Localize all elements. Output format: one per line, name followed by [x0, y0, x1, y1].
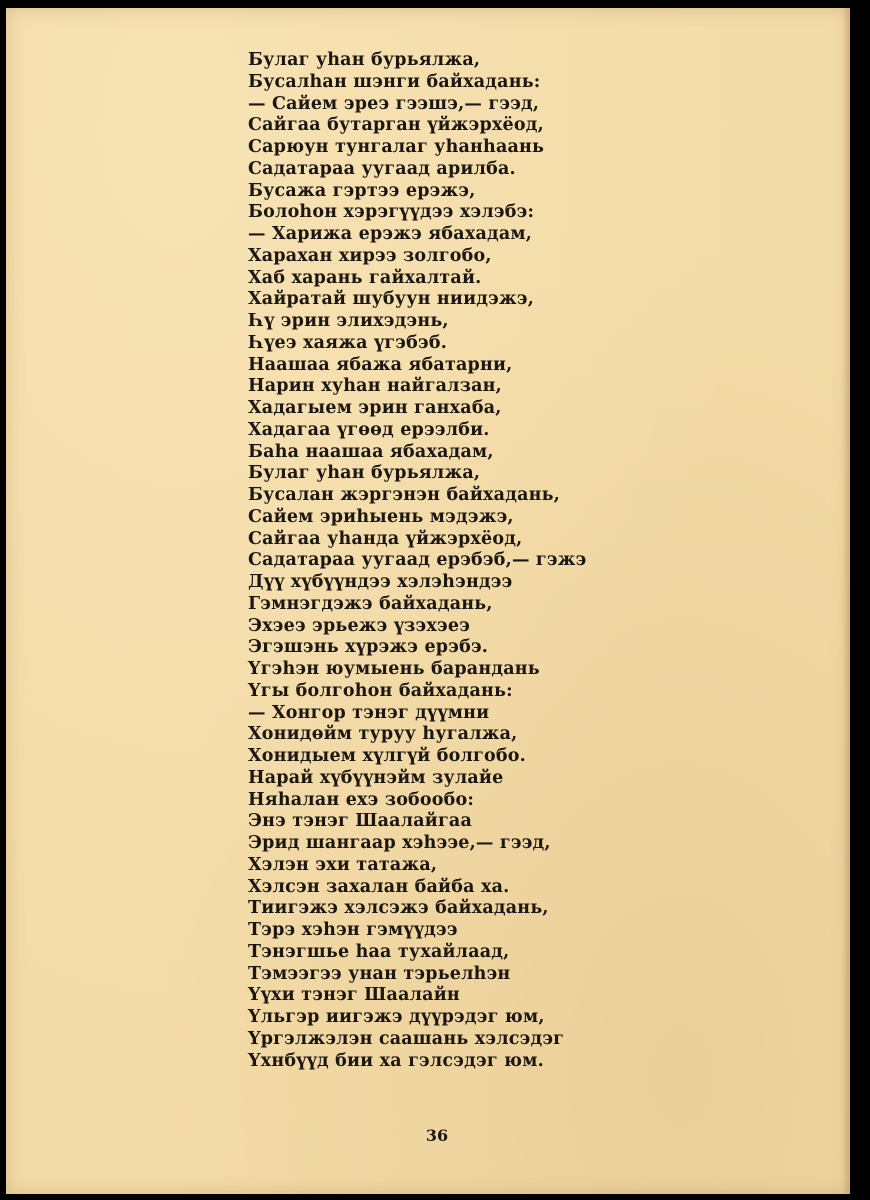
poem-line: Нарай хүбүүнэйм зулайе [248, 767, 504, 788]
poem-line: Үльгэр иигэжэ дүүрэдэг юм, [248, 1007, 545, 1027]
poem-line: Болоһон хэрэгүүдээ хэлэбэ: [248, 202, 535, 223]
poem-line: — Хонгор тэнэг дүүмни [248, 702, 490, 723]
poem-line: Үгэһэн юумыень барандань [248, 659, 540, 679]
poem-line: Үргэлжэлэн саашань хэлсэдэг [248, 1028, 565, 1049]
poem-line: Эгэшэнь хүрэжэ ерэбэ. [248, 637, 489, 658]
poem-line: — Харижа ерэжэ ябахадам, [248, 224, 533, 244]
poem-line: Садатараа уугаад арилба. [248, 158, 516, 179]
poem-line: Бусалан жэргэнэн байхадань, [248, 485, 560, 505]
poem-line: Булаг уһан бурьялжа, [248, 463, 481, 484]
poem-line: Хэлсэн захалан байба ха. [248, 876, 510, 897]
poem-line: Дүү хүбүүндээ хэлэһэндээ [248, 572, 513, 592]
poem-text [248, 50, 768, 1072]
poem-line: Тиигэжэ хэлсэжэ байхадань, [248, 898, 549, 919]
book-page [6, 8, 850, 1194]
poem-line: Хаб харань гайхалтай. [248, 267, 482, 288]
page-number: 36 [425, 1126, 449, 1145]
poem-line: Хэлэн эхи татажа, [248, 854, 438, 875]
page-edge-shadow [842, 8, 850, 1194]
poem-line: Хайратай шубуун ниидэжэ, [248, 289, 535, 310]
poem-line: Няһалан ехэ зобообо: [248, 789, 475, 810]
poem-line: Хадагаа үгөөд ерээлби. [248, 419, 490, 440]
poem-line: Харахан хирээ золгобо, [248, 245, 492, 266]
poem-line: Һү эрин элихэдэнь, [248, 311, 449, 331]
poem-line: Наашаа ябажа ябатарни, [248, 354, 513, 375]
poem-line: Бусажа гэртээ ерэжэ, [248, 180, 476, 201]
poem-line: Тэрэ хэһэн гэмүүдээ [248, 920, 458, 940]
poem-line: Сайгаа бутарган үйжэрхёод, [248, 115, 544, 136]
poem-line: Һүеэ хаяжа үгэбэб. [248, 332, 448, 353]
poem-line: Сарюун тунгалаг уһанһаань [248, 137, 545, 157]
poem-line: Баһа наашаа ябахадам, [248, 441, 494, 462]
poem-line: Хонидөйм туруу һугалжа, [248, 724, 518, 745]
poem-line: Хадагыем эрин ганхаба, [248, 398, 502, 418]
poem-line: Үгы болгоһон байхадань: [248, 680, 513, 701]
poem-line: Үүхи тэнэг Шаалайн [248, 985, 460, 1006]
poem-line: Булаг уһан бурьялжа, [248, 50, 481, 70]
poem-line: Эрид шангаар хэһээе,— гээд, [248, 833, 551, 853]
poem-line: Сайем эриһыень мэдэжэ, [248, 506, 514, 527]
poem-line: Эхэеэ эрьежэ үзэхэеэ [248, 615, 471, 636]
poem-line: Нарин хуһан найгалзан, [248, 376, 502, 397]
poem-line: Хонидыем хүлгүй болгобо. [248, 746, 526, 766]
poem-line: Энэ тэнэг Шаалайгаа [248, 811, 472, 832]
poem-line: Садатараа уугаад ерэбэб,— гэжэ [248, 550, 587, 571]
poem-line: Тэнэгшье һаа тухайлаад, [248, 941, 510, 962]
poem-line: Бусалһан шэнги байхадань: [248, 71, 541, 92]
poem-line: Гэмнэгдэжэ байхадань, [248, 593, 493, 614]
poem-line: Сайгаа уһанда үйжэрхёод, [248, 528, 523, 549]
page-number-row [6, 1126, 850, 1145]
poem-line: Тэмээгээ унан тэрьелһэн [248, 963, 511, 984]
poem-line: Үхнбүүд бии ха гэлсэдэг юм. [248, 1050, 544, 1071]
poem-line: — Сайем эреэ гээшэ,— гээд, [248, 93, 540, 114]
